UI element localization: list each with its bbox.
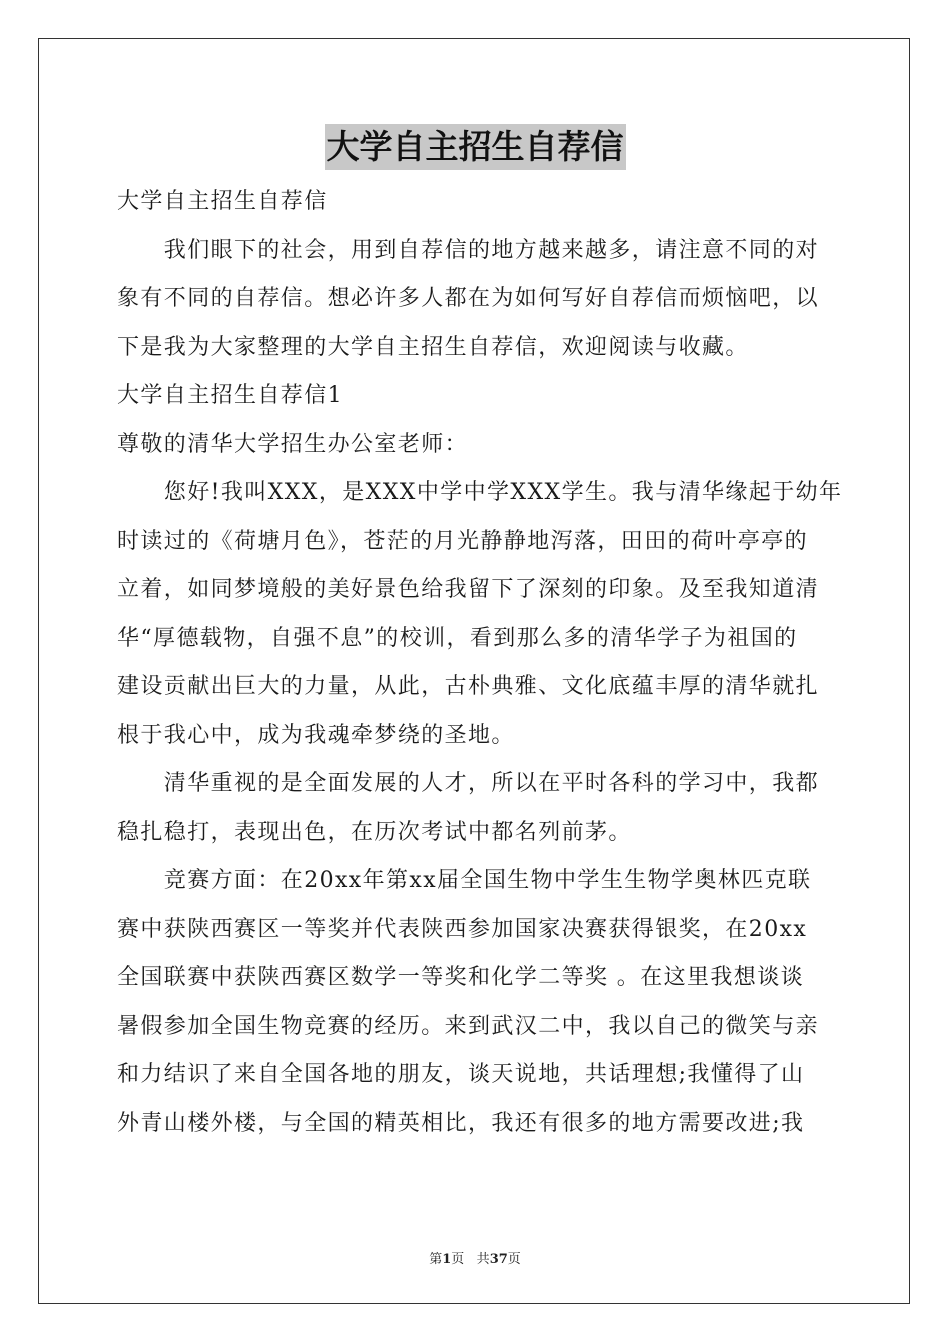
text-line: 根于我心中，成为我魂牵梦绕的圣地。	[117, 722, 515, 748]
text-line: 尊敬的清华大学招生办公室老师：	[117, 431, 469, 457]
text-line: 时读过的《荷塘月色》，苍茫的月光静静地泻落，田田的荷叶亭亭的	[117, 528, 809, 554]
document-body	[117, 178, 843, 1148]
text-line: 建设贡献出巨大的力量，从此，古朴典雅、文化底蕴丰厚的清华就扎	[117, 674, 820, 699]
text-line: 外青山楼外楼，与全国的精英相比，我还有很多的地方需要改进;我	[117, 1110, 805, 1136]
total-prefix: 共	[476, 1252, 490, 1267]
total-suffix: 页	[507, 1252, 521, 1267]
page-footer	[0, 1248, 950, 1267]
text-line: 华“厚德载物，自强不息”的校训，看到那么多的清华学子为祖国的	[117, 625, 798, 651]
text-line: 赛中获陕西赛区一等奖并代表陕西参加国家决赛获得银奖，在20xx	[117, 916, 808, 942]
text-line: 暑假参加全国生物竞赛的经历。来到武汉二中，我以自己的微笑与亲	[117, 1013, 820, 1039]
text-line: 象有不同的自荐信。想必许多人都在为如何写好自荐信而烦恼吧，以	[117, 286, 820, 311]
text-line: 下是我为大家整理的大学自主招生自荐信，欢迎阅读与收藏。	[117, 334, 749, 360]
page-prefix: 第	[429, 1252, 443, 1267]
text-line: 稳扎稳打，表现出色，在历次考试中都名列前茅。	[117, 819, 632, 845]
page-number: 1	[442, 1252, 452, 1267]
text-line: 清华重视的是全面发展的人才，所以在平时各科的学习中，我都	[117, 771, 820, 796]
title-block	[0, 124, 950, 170]
text-line: 竞赛方面：在20xx年第xx届全国生物中学生生物学奥林匹克联	[117, 868, 812, 893]
text-line: 立着，如同梦境般的美好景色给我留下了深刻的印象。及至我知道清	[117, 577, 820, 602]
text-line: 您好!我叫XXX，是XXX中学中学XXX学生。我与清华缘起于幼年	[117, 480, 843, 505]
text-line: 和力结识了来自全国各地的朋友，谈天说地，共话理想;我懂得了山	[117, 1062, 805, 1087]
document-title: 大学自主招生自荐信	[325, 124, 626, 170]
text-line: 全国联赛中获陕西赛区数学一等奖和化学二等奖 。在这里我想谈谈	[117, 965, 804, 990]
text-line: 我们眼下的社会，用到自荐信的地方越来越多，请注意不同的对	[117, 237, 820, 263]
text-line: 大学自主招生自荐信1	[117, 383, 343, 408]
text-line: 大学自主招生自荐信	[117, 189, 328, 214]
total-pages: 37	[489, 1252, 508, 1267]
page-suffix: 页	[451, 1252, 465, 1267]
